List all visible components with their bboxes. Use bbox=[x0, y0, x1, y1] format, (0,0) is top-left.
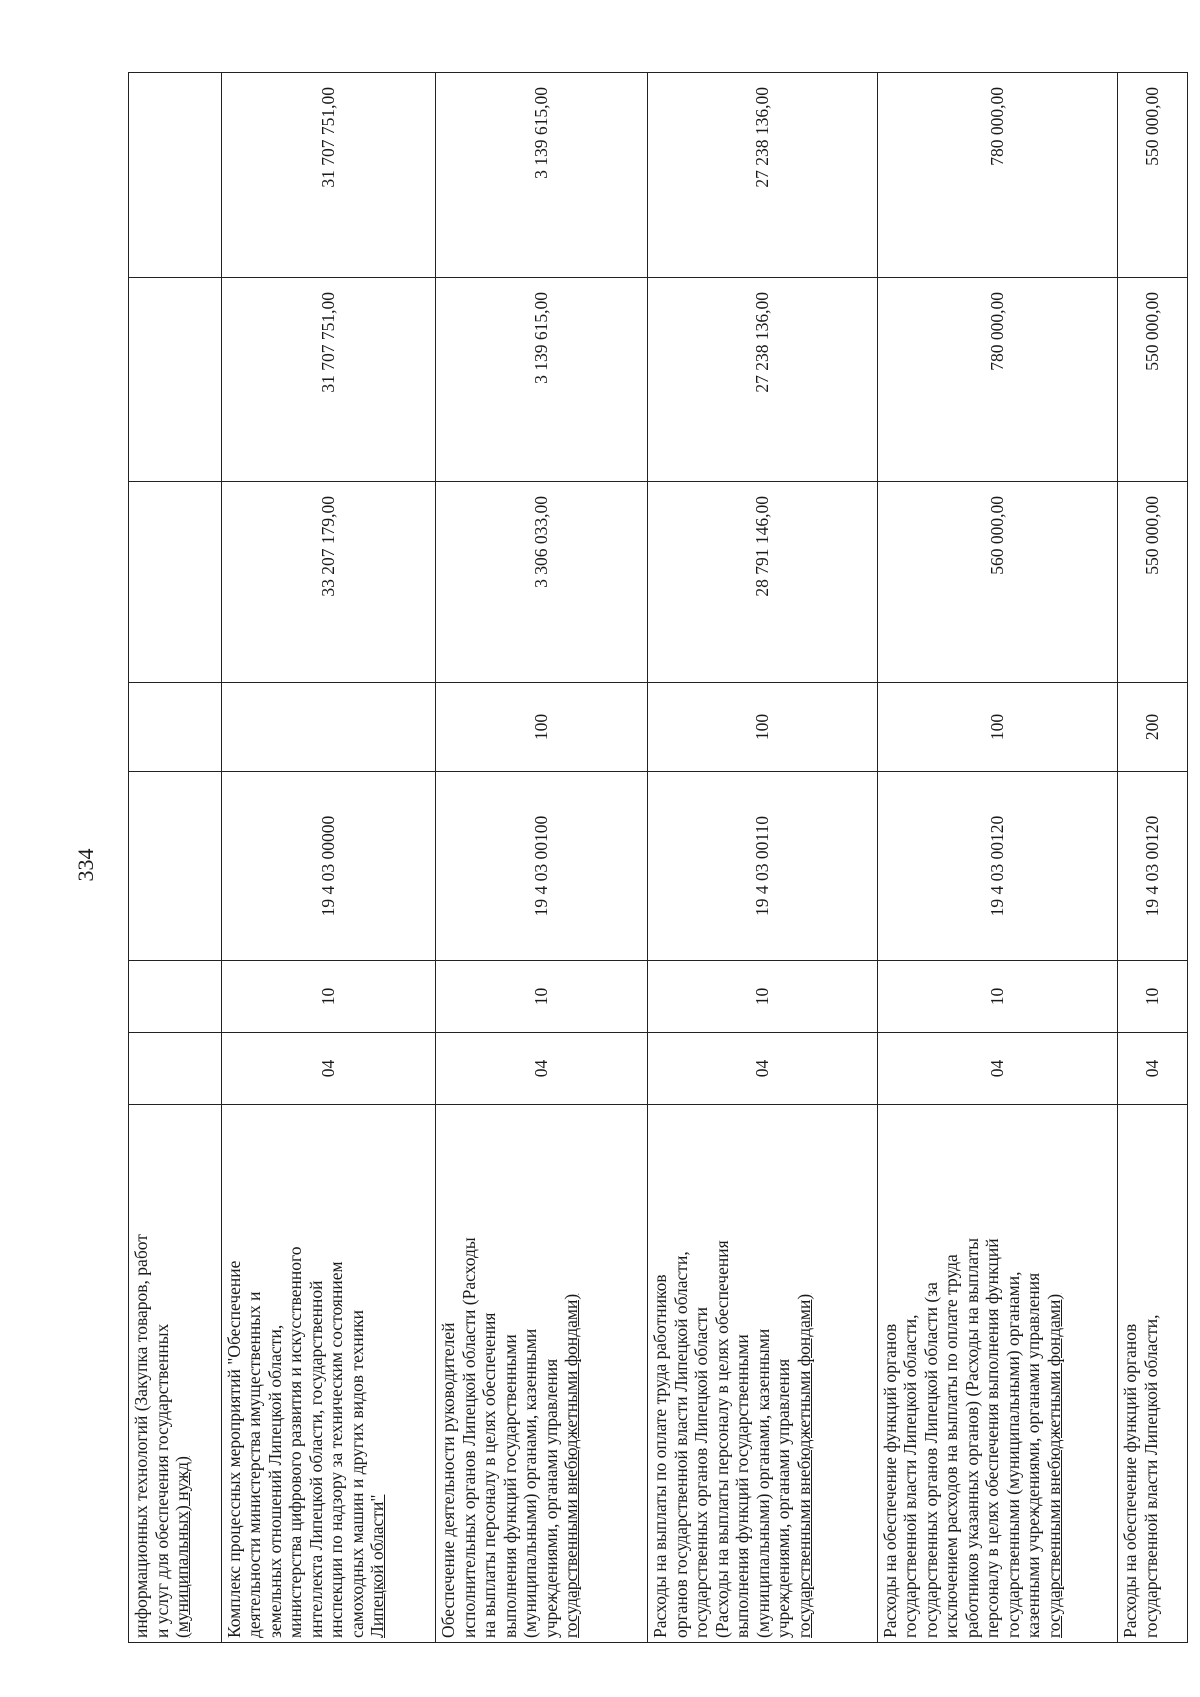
amount-year-3-cell: 3 139 615,00 bbox=[436, 73, 648, 278]
description-line: информационных технологий (Закупка товаров, работ bbox=[131, 1234, 151, 1638]
description-line: органов государственной власти Липецкой области, bbox=[670, 1251, 691, 1638]
description-line: государственными внебюджетными фондами) bbox=[1043, 1293, 1064, 1638]
target-article-cell: 19 4 03 00120 bbox=[877, 772, 1117, 961]
description-line: Обеспечение деятельности руководителей bbox=[438, 1322, 459, 1638]
amount-year-1-cell: 550 000,00 bbox=[1118, 482, 1188, 683]
subsection-code-cell: 10 bbox=[1118, 961, 1188, 1033]
amount-year-2-cell: 780 000,00 bbox=[877, 278, 1117, 482]
amount-year-3-cell: 31 707 751,00 bbox=[221, 73, 435, 278]
row-description bbox=[1118, 1105, 1188, 1643]
subsection-code-cell: 10 bbox=[436, 961, 648, 1033]
description-line: исключением расходов на выплаты по оплате труда bbox=[941, 1254, 962, 1638]
subsection-code-cell: 10 bbox=[648, 961, 878, 1033]
description-line: работников указанных органов) (Расходы на выплаты bbox=[961, 1238, 982, 1638]
description-line: учреждениями, органами управления bbox=[540, 1358, 561, 1638]
description-line: выполнения функций государственными bbox=[499, 1334, 520, 1638]
expense-type-cell: 100 bbox=[648, 683, 878, 772]
amount-year-2-cell: 27 238 136,00 bbox=[648, 278, 878, 482]
target-article-cell: 19 4 03 00110 bbox=[648, 772, 878, 961]
table-row bbox=[221, 73, 435, 1643]
row-description bbox=[877, 1105, 1117, 1643]
page-number: 334 bbox=[73, 848, 98, 882]
table-row bbox=[129, 73, 222, 1643]
amount-year-1-cell: 28 791 146,00 bbox=[648, 482, 878, 683]
description-line: государственными (муниципальными) органами, bbox=[1002, 1271, 1023, 1638]
subsection-code-cell bbox=[129, 961, 222, 1033]
description-line: Комплекс процессных мероприятий "Обеспечение bbox=[223, 1260, 244, 1638]
description-line: Расходы на выплаты по оплате труда работников bbox=[650, 1274, 670, 1638]
section-code-cell: 04 bbox=[221, 1033, 435, 1105]
section-code-cell bbox=[129, 1033, 222, 1105]
description-line: на выплаты персоналу в целях обеспечения bbox=[479, 1312, 500, 1638]
budget-table bbox=[128, 72, 1188, 1643]
description-line: (муниципальных) нужд) bbox=[172, 1456, 192, 1638]
description-line: государственных органов Липецкой области bbox=[691, 1306, 711, 1638]
description-line: (муниципальными) органами, казенными bbox=[520, 1328, 541, 1638]
description-line: выполнения функций государственными bbox=[732, 1334, 752, 1638]
subsection-code-cell: 10 bbox=[877, 961, 1117, 1033]
target-article-cell: 19 4 03 00100 bbox=[436, 772, 648, 961]
description-line: министерства цифрового развития и искусственного bbox=[285, 1246, 306, 1638]
target-article-cell bbox=[129, 772, 222, 961]
amount-year-1-cell: 560 000,00 bbox=[877, 482, 1117, 683]
description-line: инспекции по надзору за техническим состоянием bbox=[326, 1261, 347, 1638]
table-row bbox=[648, 73, 878, 1643]
table-row bbox=[436, 73, 648, 1643]
expense-type-cell: 100 bbox=[877, 683, 1117, 772]
description-line: исполнительных органов Липецкой области (Расходы bbox=[458, 1237, 479, 1638]
description-line: (Расходы на выплаты персоналу в целях обеспечения bbox=[711, 1240, 732, 1638]
subsection-code-cell: 10 bbox=[221, 961, 435, 1033]
row-description bbox=[221, 1105, 435, 1643]
amount-year-3-cell: 550 000,00 bbox=[1118, 73, 1188, 278]
amount-year-2-cell: 550 000,00 bbox=[1118, 278, 1188, 482]
description-line: персоналу в целях обеспечения выполнения функций bbox=[982, 1238, 1003, 1638]
description-line: и услуг для обеспечения государственных bbox=[151, 1323, 172, 1638]
section-code-cell: 04 bbox=[436, 1033, 648, 1105]
description-line: учреждениями, органами управления bbox=[773, 1358, 793, 1638]
table-row bbox=[1118, 73, 1188, 1643]
amount-year-3-cell bbox=[129, 73, 222, 278]
amount-year-3-cell: 780 000,00 bbox=[877, 73, 1117, 278]
row-description bbox=[436, 1105, 648, 1643]
section-code-cell: 04 bbox=[1118, 1033, 1188, 1105]
table-body bbox=[129, 73, 1188, 1643]
target-article-cell: 19 4 03 00000 bbox=[221, 772, 435, 961]
amount-year-1-cell bbox=[129, 482, 222, 683]
budget-table-sheet bbox=[128, 73, 1188, 1643]
amount-year-2-cell: 3 139 615,00 bbox=[436, 278, 648, 482]
description-line: (муниципальными) органами, казенными bbox=[752, 1328, 773, 1638]
row-description bbox=[648, 1105, 878, 1643]
description-line: государственными внебюджетными фондами) bbox=[793, 1293, 814, 1638]
expense-type-cell: 200 bbox=[1118, 683, 1188, 772]
amount-year-1-cell: 3 306 033,00 bbox=[436, 482, 648, 683]
description-line: Расходы на обеспечение функций органов bbox=[879, 1323, 900, 1638]
target-article-cell: 19 4 03 00120 bbox=[1118, 772, 1188, 961]
amount-year-1-cell: 33 207 179,00 bbox=[221, 482, 435, 683]
amount-year-2-cell: 31 707 751,00 bbox=[221, 278, 435, 482]
description-line: самоходных машин и других видов техники bbox=[346, 1310, 367, 1638]
description-line: интеллекта Липецкой области, государственной bbox=[305, 1280, 326, 1638]
section-code-cell: 04 bbox=[877, 1033, 1117, 1105]
section-code-cell: 04 bbox=[648, 1033, 878, 1105]
amount-year-3-cell: 27 238 136,00 bbox=[648, 73, 878, 278]
description-line: государственной власти Липецкой области, bbox=[1140, 1314, 1161, 1638]
rotated-table-wrapper bbox=[128, 73, 1188, 1643]
expense-type-cell bbox=[129, 683, 222, 772]
row-description bbox=[129, 1105, 222, 1643]
description-line: государственной власти Липецкой области, bbox=[900, 1314, 921, 1638]
description-line: земельных отношений Липецкой области, bbox=[264, 1324, 285, 1638]
description-line: государственными внебюджетными фондами) bbox=[561, 1293, 582, 1638]
expense-type-cell bbox=[221, 683, 435, 772]
description-line: Расходы на обеспечение функций органов bbox=[1120, 1323, 1141, 1638]
description-line: государственных органов Липецкой области (за bbox=[920, 1282, 941, 1638]
description-line: деятельности министерства имущественных и bbox=[244, 1291, 265, 1638]
description-line: казенными учреждениями, органами управления bbox=[1023, 1272, 1044, 1638]
description-line: Липецкой области" bbox=[367, 1494, 388, 1638]
amount-year-2-cell bbox=[129, 278, 222, 482]
table-row bbox=[877, 73, 1117, 1643]
expense-type-cell: 100 bbox=[436, 683, 648, 772]
